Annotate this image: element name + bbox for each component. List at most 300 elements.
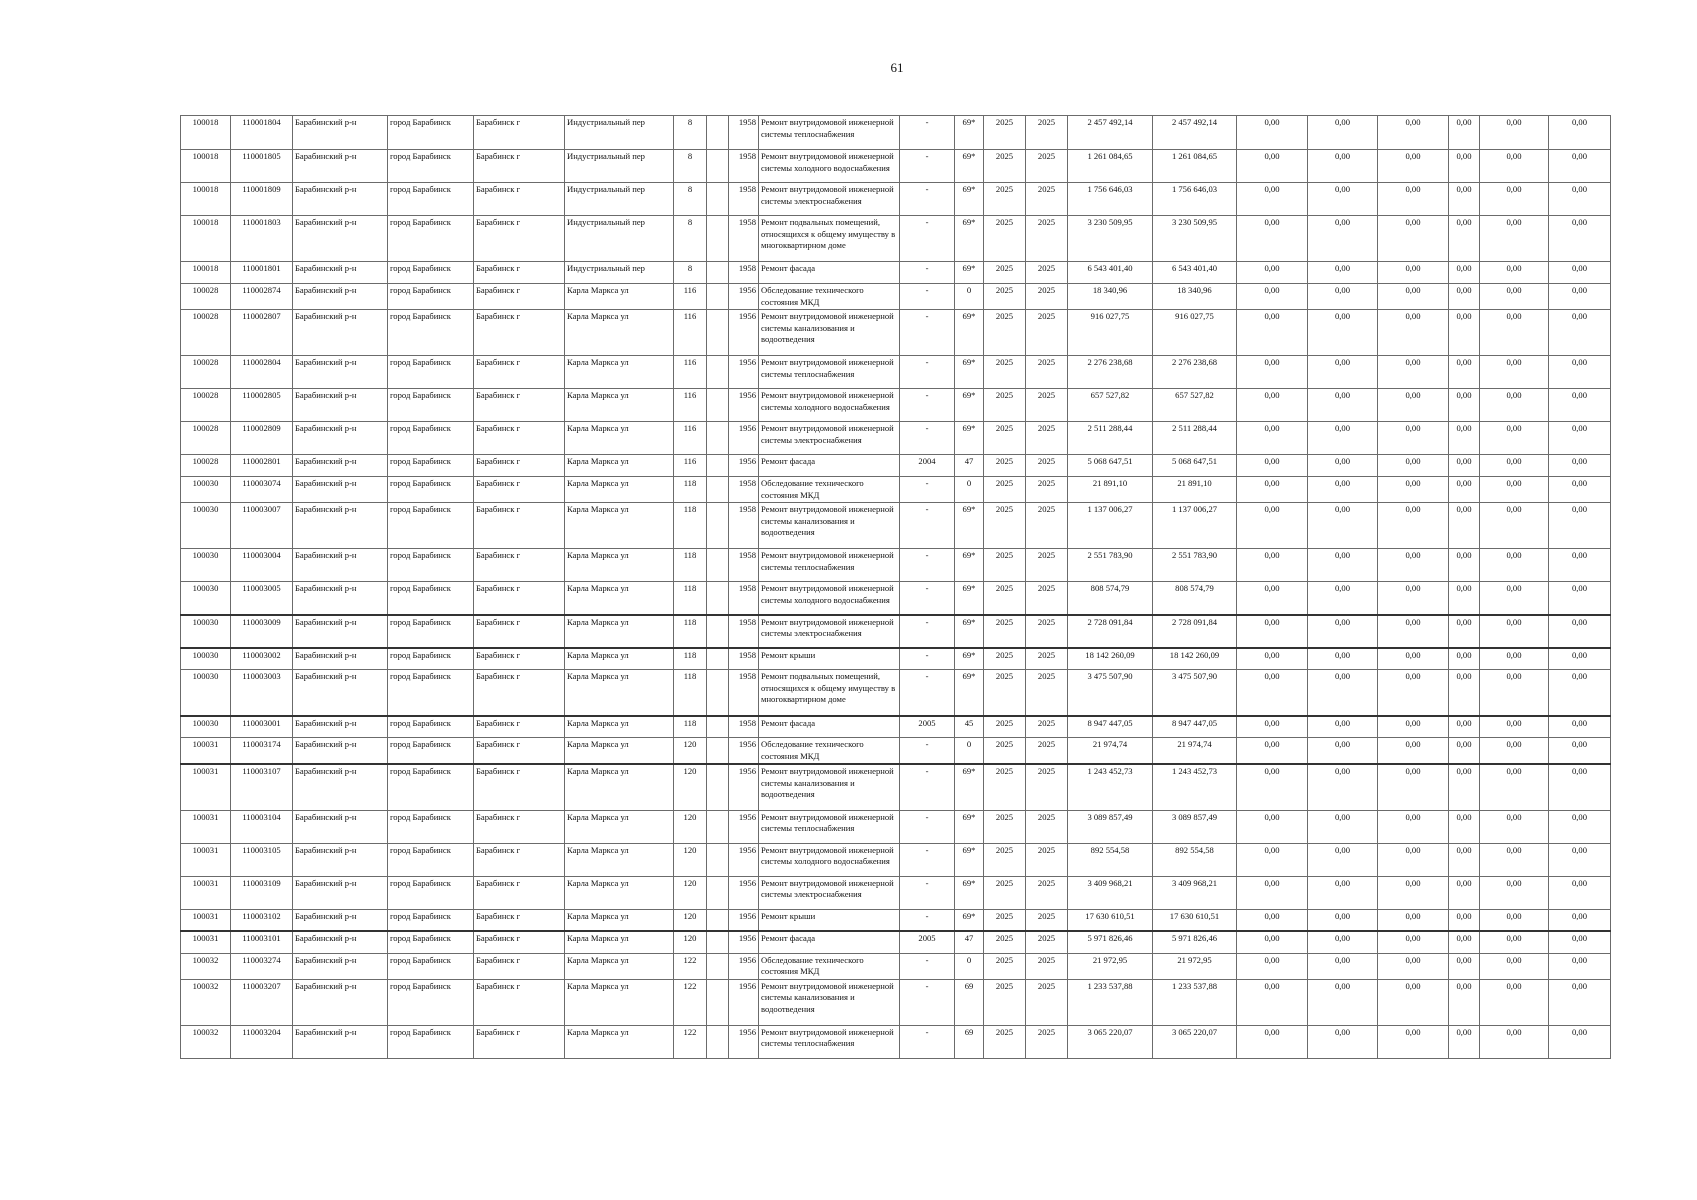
cell-other-funds: 0,00	[1549, 503, 1611, 549]
cell-last-repair-year: -	[900, 389, 955, 422]
cell-total-cost: 2 276 238,68	[1068, 356, 1153, 389]
cell-house-number: 120	[674, 931, 707, 953]
cell-plan-year-end: 2025	[1026, 979, 1068, 1025]
cell-extra-funds: 0,00	[1449, 1025, 1480, 1058]
cell-street: Карла Маркса ул	[565, 931, 674, 953]
cell-owner-funds: 0,00	[1480, 503, 1549, 549]
cell-street: Карла Маркса ул	[565, 979, 674, 1025]
cell-street: Карла Маркса ул	[565, 953, 674, 979]
cell-plan-year-end: 2025	[1026, 422, 1068, 455]
cell-other-funds: 0,00	[1549, 876, 1611, 909]
cell-locality: Барабинск г	[474, 549, 565, 582]
cell-other-funds: 0,00	[1549, 150, 1611, 183]
cell-extra-funds: 0,00	[1449, 738, 1480, 765]
cell-work-code: 110002874	[231, 284, 293, 310]
cell-plan-year-start: 2025	[984, 549, 1026, 582]
cell-building	[707, 843, 729, 876]
page-number: 61	[890, 60, 904, 75]
cell-locality: Барабинск г	[474, 738, 565, 765]
cell-plan-year-start: 2025	[984, 389, 1026, 422]
table-row	[181, 284, 1611, 310]
cell-district: Барабинский р-н	[293, 648, 388, 670]
cell-locality: Барабинск г	[474, 183, 565, 216]
cell-building	[707, 716, 729, 738]
cell-work-type: Ремонт внутридомовой инженерной системы электроснабжения	[759, 183, 900, 216]
cell-other-funds: 0,00	[1549, 582, 1611, 615]
cell-wear-percent: 69*	[955, 150, 984, 183]
cell-plan-year-start: 2025	[984, 843, 1026, 876]
cell-last-repair-year: -	[900, 953, 955, 979]
cell-federal-funds: 0,00	[1237, 738, 1308, 765]
cell-extra-funds: 0,00	[1449, 615, 1480, 648]
cell-federal-funds: 0,00	[1237, 843, 1308, 876]
cell-work-type: Обследование технического состояния МКД	[759, 738, 900, 765]
cell-district: Барабинский р-н	[293, 1025, 388, 1058]
cell-extra-funds: 0,00	[1449, 843, 1480, 876]
cell-work-type: Ремонт крыши	[759, 909, 900, 931]
table-row	[181, 216, 1611, 262]
cell-settlement: город Барабинск	[388, 503, 474, 549]
cell-owner-funds: 0,00	[1480, 422, 1549, 455]
cell-work-type: Ремонт внутридомовой инженерной системы теплоснабжения	[759, 116, 900, 150]
cell-last-repair-year: -	[900, 150, 955, 183]
cell-work-code: 110003102	[231, 909, 293, 931]
cell-house-number: 120	[674, 810, 707, 843]
cell-locality: Барабинск г	[474, 1025, 565, 1058]
cell-district: Барабинский р-н	[293, 216, 388, 262]
cell-year-built: 1958	[729, 503, 759, 549]
cell-year-built: 1956	[729, 931, 759, 953]
cell-building	[707, 648, 729, 670]
cell-work-code: 110001803	[231, 216, 293, 262]
cell-owner-funds: 0,00	[1480, 810, 1549, 843]
cell-fund-cost: 2 551 783,90	[1153, 549, 1237, 582]
cell-district: Барабинский р-н	[293, 150, 388, 183]
cell-year-built: 1958	[729, 216, 759, 262]
cell-district: Барабинский р-н	[293, 422, 388, 455]
cell-settlement: город Барабинск	[388, 455, 474, 477]
cell-regional-funds: 0,00	[1308, 1025, 1378, 1058]
cell-plan-year-end: 2025	[1026, 843, 1068, 876]
cell-last-repair-year: 2004	[900, 455, 955, 477]
cell-federal-funds: 0,00	[1237, 582, 1308, 615]
cell-fund-cost: 1 243 452,73	[1153, 764, 1237, 810]
cell-fund-cost: 21 974,74	[1153, 738, 1237, 765]
cell-work-code: 110003174	[231, 738, 293, 765]
cell-last-repair-year: -	[900, 356, 955, 389]
cell-fund-cost: 1 233 537,88	[1153, 979, 1237, 1025]
cell-extra-funds: 0,00	[1449, 909, 1480, 931]
table-row	[181, 262, 1611, 284]
cell-building	[707, 549, 729, 582]
cell-fund-cost: 3 230 509,95	[1153, 216, 1237, 262]
cell-extra-funds: 0,00	[1449, 876, 1480, 909]
cell-fund-cost: 892 554,58	[1153, 843, 1237, 876]
cell-settlement: город Барабинск	[388, 150, 474, 183]
cell-other-funds: 0,00	[1549, 422, 1611, 455]
cell-other-funds: 0,00	[1549, 615, 1611, 648]
cell-other-funds: 0,00	[1549, 979, 1611, 1025]
cell-district: Барабинский р-н	[293, 183, 388, 216]
cell-total-cost: 916 027,75	[1068, 310, 1153, 356]
cell-building	[707, 953, 729, 979]
table-row	[181, 455, 1611, 477]
cell-house-number: 120	[674, 909, 707, 931]
cell-last-repair-year: -	[900, 738, 955, 765]
table-row	[181, 909, 1611, 931]
cell-regional-funds: 0,00	[1308, 477, 1378, 503]
cell-other-funds: 0,00	[1549, 810, 1611, 843]
cell-last-repair-year: -	[900, 764, 955, 810]
cell-district: Барабинский р-н	[293, 356, 388, 389]
cell-federal-funds: 0,00	[1237, 648, 1308, 670]
cell-year-built: 1958	[729, 116, 759, 150]
cell-last-repair-year: -	[900, 310, 955, 356]
cell-wear-percent: 69*	[955, 810, 984, 843]
cell-other-funds: 0,00	[1549, 843, 1611, 876]
cell-extra-funds: 0,00	[1449, 810, 1480, 843]
cell-district: Барабинский р-н	[293, 979, 388, 1025]
cell-building	[707, 582, 729, 615]
cell-work-code: 110003104	[231, 810, 293, 843]
cell-work-type: Ремонт внутридомовой инженерной системы холодного водоснабжения	[759, 150, 900, 183]
cell-house-id: 100032	[181, 979, 231, 1025]
cell-house-number: 118	[674, 582, 707, 615]
cell-settlement: город Барабинск	[388, 549, 474, 582]
cell-plan-year-end: 2025	[1026, 477, 1068, 503]
cell-house-id: 100018	[181, 116, 231, 150]
cell-locality: Барабинск г	[474, 310, 565, 356]
cell-settlement: город Барабинск	[388, 716, 474, 738]
cell-house-id: 100028	[181, 284, 231, 310]
cell-locality: Барабинск г	[474, 810, 565, 843]
cell-work-code: 110002809	[231, 422, 293, 455]
cell-year-built: 1956	[729, 389, 759, 422]
cell-year-built: 1958	[729, 582, 759, 615]
cell-regional-funds: 0,00	[1308, 455, 1378, 477]
cell-street: Карла Маркса ул	[565, 876, 674, 909]
cell-district: Барабинский р-н	[293, 455, 388, 477]
cell-year-built: 1958	[729, 615, 759, 648]
cell-wear-percent: 45	[955, 716, 984, 738]
table-row	[181, 477, 1611, 503]
cell-fund-cost: 6 543 401,40	[1153, 262, 1237, 284]
table-row	[181, 422, 1611, 455]
cell-federal-funds: 0,00	[1237, 216, 1308, 262]
cell-plan-year-end: 2025	[1026, 582, 1068, 615]
cell-year-built: 1956	[729, 953, 759, 979]
cell-house-id: 100031	[181, 764, 231, 810]
cell-total-cost: 2 511 288,44	[1068, 422, 1153, 455]
cell-work-code: 110003001	[231, 716, 293, 738]
cell-plan-year-end: 2025	[1026, 549, 1068, 582]
cell-work-type: Ремонт внутридомовой инженерной системы холодного водоснабжения	[759, 582, 900, 615]
cell-last-repair-year: -	[900, 216, 955, 262]
cell-owner-funds: 0,00	[1480, 150, 1549, 183]
cell-house-id: 100028	[181, 389, 231, 422]
cell-district: Барабинский р-н	[293, 262, 388, 284]
cell-house-number: 116	[674, 455, 707, 477]
cell-municipal-funds: 0,00	[1378, 477, 1449, 503]
cell-district: Барабинский р-н	[293, 738, 388, 765]
cell-municipal-funds: 0,00	[1378, 549, 1449, 582]
cell-regional-funds: 0,00	[1308, 953, 1378, 979]
cell-last-repair-year: -	[900, 503, 955, 549]
cell-locality: Барабинск г	[474, 764, 565, 810]
cell-plan-year-end: 2025	[1026, 310, 1068, 356]
table-row	[181, 356, 1611, 389]
cell-locality: Барабинск г	[474, 716, 565, 738]
cell-fund-cost: 1 756 646,03	[1153, 183, 1237, 216]
cell-settlement: город Барабинск	[388, 356, 474, 389]
cell-federal-funds: 0,00	[1237, 389, 1308, 422]
cell-locality: Барабинск г	[474, 931, 565, 953]
cell-street: Карла Маркса ул	[565, 909, 674, 931]
cell-building	[707, 262, 729, 284]
cell-municipal-funds: 0,00	[1378, 1025, 1449, 1058]
cell-work-type: Ремонт внутридомовой инженерной системы электроснабжения	[759, 422, 900, 455]
cell-locality: Барабинск г	[474, 582, 565, 615]
cell-other-funds: 0,00	[1549, 477, 1611, 503]
cell-street: Индустриальный пер	[565, 183, 674, 216]
cell-fund-cost: 18 340,96	[1153, 284, 1237, 310]
cell-year-built: 1958	[729, 150, 759, 183]
cell-owner-funds: 0,00	[1480, 615, 1549, 648]
cell-locality: Барабинск г	[474, 953, 565, 979]
cell-house-id: 100028	[181, 422, 231, 455]
cell-total-cost: 3 475 507,90	[1068, 670, 1153, 716]
cell-wear-percent: 69*	[955, 909, 984, 931]
cell-federal-funds: 0,00	[1237, 549, 1308, 582]
cell-work-code: 110003105	[231, 843, 293, 876]
cell-extra-funds: 0,00	[1449, 477, 1480, 503]
cell-last-repair-year: -	[900, 843, 955, 876]
cell-regional-funds: 0,00	[1308, 216, 1378, 262]
table-row	[181, 648, 1611, 670]
cell-plan-year-end: 2025	[1026, 389, 1068, 422]
cell-regional-funds: 0,00	[1308, 183, 1378, 216]
cell-house-id: 100018	[181, 262, 231, 284]
cell-house-number: 116	[674, 310, 707, 356]
cell-settlement: город Барабинск	[388, 931, 474, 953]
cell-wear-percent: 0	[955, 477, 984, 503]
cell-street: Индустриальный пер	[565, 150, 674, 183]
cell-last-repair-year: -	[900, 979, 955, 1025]
cell-year-built: 1956	[729, 979, 759, 1025]
cell-municipal-funds: 0,00	[1378, 648, 1449, 670]
cell-street: Карла Маркса ул	[565, 284, 674, 310]
cell-total-cost: 657 527,82	[1068, 389, 1153, 422]
cell-year-built: 1956	[729, 843, 759, 876]
cell-building	[707, 150, 729, 183]
cell-total-cost: 18 142 260,09	[1068, 648, 1153, 670]
cell-wear-percent: 47	[955, 455, 984, 477]
cell-municipal-funds: 0,00	[1378, 116, 1449, 150]
cell-house-number: 122	[674, 1025, 707, 1058]
cell-other-funds: 0,00	[1549, 455, 1611, 477]
cell-district: Барабинский р-н	[293, 931, 388, 953]
cell-fund-cost: 18 142 260,09	[1153, 648, 1237, 670]
cell-total-cost: 2 457 492,14	[1068, 116, 1153, 150]
cell-wear-percent: 69*	[955, 648, 984, 670]
cell-locality: Барабинск г	[474, 216, 565, 262]
cell-work-type: Ремонт фасада	[759, 262, 900, 284]
cell-house-number: 118	[674, 716, 707, 738]
cell-building	[707, 738, 729, 765]
cell-plan-year-end: 2025	[1026, 670, 1068, 716]
cell-plan-year-end: 2025	[1026, 356, 1068, 389]
cell-locality: Барабинск г	[474, 284, 565, 310]
cell-building	[707, 876, 729, 909]
cell-total-cost: 3 409 968,21	[1068, 876, 1153, 909]
cell-house-id: 100031	[181, 931, 231, 953]
table-row	[181, 150, 1611, 183]
cell-fund-cost: 3 065 220,07	[1153, 1025, 1237, 1058]
cell-federal-funds: 0,00	[1237, 150, 1308, 183]
cell-last-repair-year: -	[900, 284, 955, 310]
cell-federal-funds: 0,00	[1237, 979, 1308, 1025]
cell-district: Барабинский р-н	[293, 764, 388, 810]
cell-municipal-funds: 0,00	[1378, 738, 1449, 765]
cell-work-code: 110001809	[231, 183, 293, 216]
cell-house-id: 100031	[181, 738, 231, 765]
cell-federal-funds: 0,00	[1237, 356, 1308, 389]
cell-total-cost: 1 233 537,88	[1068, 979, 1153, 1025]
cell-locality: Барабинск г	[474, 909, 565, 931]
cell-fund-cost: 808 574,79	[1153, 582, 1237, 615]
cell-house-id: 100030	[181, 615, 231, 648]
cell-total-cost: 5 971 826,46	[1068, 931, 1153, 953]
cell-district: Барабинский р-н	[293, 670, 388, 716]
cell-regional-funds: 0,00	[1308, 738, 1378, 765]
table-row	[181, 764, 1611, 810]
cell-locality: Барабинск г	[474, 389, 565, 422]
cell-federal-funds: 0,00	[1237, 183, 1308, 216]
cell-last-repair-year: -	[900, 477, 955, 503]
cell-regional-funds: 0,00	[1308, 389, 1378, 422]
cell-house-number: 116	[674, 356, 707, 389]
cell-extra-funds: 0,00	[1449, 670, 1480, 716]
cell-building	[707, 503, 729, 549]
cell-last-repair-year: -	[900, 549, 955, 582]
cell-work-code: 110003109	[231, 876, 293, 909]
cell-regional-funds: 0,00	[1308, 356, 1378, 389]
cell-house-number: 118	[674, 549, 707, 582]
cell-regional-funds: 0,00	[1308, 716, 1378, 738]
cell-house-number: 120	[674, 843, 707, 876]
cell-wear-percent: 69*	[955, 262, 984, 284]
cell-municipal-funds: 0,00	[1378, 389, 1449, 422]
cell-building	[707, 389, 729, 422]
cell-settlement: город Барабинск	[388, 979, 474, 1025]
cell-regional-funds: 0,00	[1308, 503, 1378, 549]
cell-other-funds: 0,00	[1549, 389, 1611, 422]
cell-year-built: 1956	[729, 764, 759, 810]
cell-municipal-funds: 0,00	[1378, 310, 1449, 356]
cell-total-cost: 808 574,79	[1068, 582, 1153, 615]
cell-wear-percent: 47	[955, 931, 984, 953]
cell-plan-year-end: 2025	[1026, 262, 1068, 284]
cell-last-repair-year: -	[900, 909, 955, 931]
cell-total-cost: 6 543 401,40	[1068, 262, 1153, 284]
cell-house-number: 8	[674, 262, 707, 284]
table-row	[181, 953, 1611, 979]
cell-house-id: 100028	[181, 455, 231, 477]
cell-extra-funds: 0,00	[1449, 764, 1480, 810]
cell-house-number: 120	[674, 764, 707, 810]
cell-work-code: 110003101	[231, 931, 293, 953]
cell-street: Карла Маркса ул	[565, 615, 674, 648]
cell-house-id: 100028	[181, 310, 231, 356]
cell-fund-cost: 3 089 857,49	[1153, 810, 1237, 843]
cell-plan-year-end: 2025	[1026, 150, 1068, 183]
cell-plan-year-start: 2025	[984, 876, 1026, 909]
cell-other-funds: 0,00	[1549, 764, 1611, 810]
table-row	[181, 116, 1611, 150]
cell-total-cost: 17 630 610,51	[1068, 909, 1153, 931]
cell-work-type: Ремонт внутридомовой инженерной системы теплоснабжения	[759, 356, 900, 389]
cell-last-repair-year: 2005	[900, 931, 955, 953]
cell-work-code: 110003007	[231, 503, 293, 549]
cell-building	[707, 931, 729, 953]
cell-wear-percent: 0	[955, 284, 984, 310]
cell-settlement: город Барабинск	[388, 284, 474, 310]
cell-fund-cost: 8 947 447,05	[1153, 716, 1237, 738]
cell-wear-percent: 69*	[955, 503, 984, 549]
cell-other-funds: 0,00	[1549, 116, 1611, 150]
cell-house-id: 100028	[181, 356, 231, 389]
cell-owner-funds: 0,00	[1480, 310, 1549, 356]
cell-plan-year-start: 2025	[984, 216, 1026, 262]
cell-work-code: 110003004	[231, 549, 293, 582]
cell-extra-funds: 0,00	[1449, 389, 1480, 422]
cell-federal-funds: 0,00	[1237, 615, 1308, 648]
cell-plan-year-start: 2025	[984, 284, 1026, 310]
cell-work-code: 110001804	[231, 116, 293, 150]
cell-work-type: Ремонт внутридомовой инженерной системы электроснабжения	[759, 876, 900, 909]
cell-year-built: 1958	[729, 716, 759, 738]
cell-work-type: Ремонт внутридомовой инженерной системы канализования и водоотведения	[759, 764, 900, 810]
cell-total-cost: 892 554,58	[1068, 843, 1153, 876]
table-row	[181, 843, 1611, 876]
cell-municipal-funds: 0,00	[1378, 356, 1449, 389]
cell-settlement: город Барабинск	[388, 810, 474, 843]
cell-owner-funds: 0,00	[1480, 116, 1549, 150]
cell-settlement: город Барабинск	[388, 648, 474, 670]
cell-last-repair-year: -	[900, 422, 955, 455]
cell-plan-year-start: 2025	[984, 670, 1026, 716]
cell-owner-funds: 0,00	[1480, 648, 1549, 670]
cell-plan-year-start: 2025	[984, 1025, 1026, 1058]
cell-building	[707, 310, 729, 356]
cell-work-code: 110002807	[231, 310, 293, 356]
cell-locality: Барабинск г	[474, 615, 565, 648]
cell-plan-year-end: 2025	[1026, 738, 1068, 765]
cell-total-cost: 1 243 452,73	[1068, 764, 1153, 810]
cell-owner-funds: 0,00	[1480, 909, 1549, 931]
cell-fund-cost: 916 027,75	[1153, 310, 1237, 356]
cell-federal-funds: 0,00	[1237, 310, 1308, 356]
cell-settlement: город Барабинск	[388, 1025, 474, 1058]
cell-total-cost: 21 972,95	[1068, 953, 1153, 979]
cell-owner-funds: 0,00	[1480, 843, 1549, 876]
cell-district: Барабинский р-н	[293, 582, 388, 615]
cell-district: Барабинский р-н	[293, 953, 388, 979]
cell-plan-year-end: 2025	[1026, 953, 1068, 979]
cell-locality: Барабинск г	[474, 979, 565, 1025]
cell-fund-cost: 5 068 647,51	[1153, 455, 1237, 477]
cell-street: Индустриальный пер	[565, 262, 674, 284]
